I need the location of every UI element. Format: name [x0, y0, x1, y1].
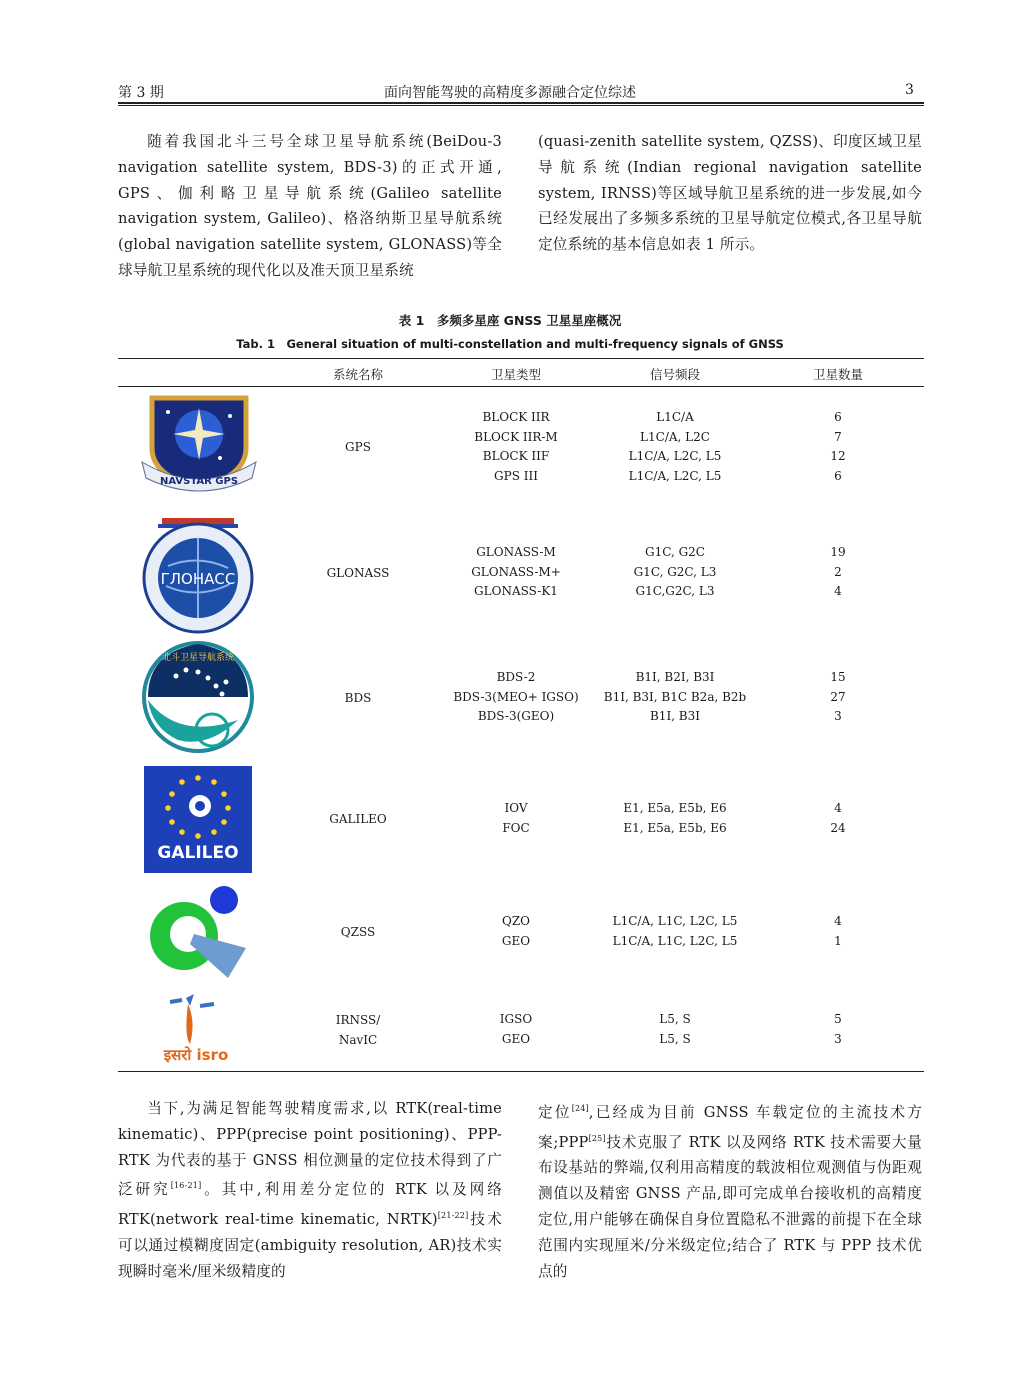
citation[interactable]: [24] [571, 1104, 589, 1113]
row-qzss-counts [808, 912, 868, 951]
gps-logo-text: NAVSTAR GPS [159, 476, 239, 487]
header-rule-thin [118, 105, 924, 106]
sat-type: BDS-2 [496, 670, 536, 684]
signal-band: L5, S [659, 1012, 691, 1026]
col-header-type: 卫星类型 [490, 367, 541, 382]
signal-band: G1C,G2C, L3 [635, 584, 715, 599]
body-right-column [538, 1096, 922, 1284]
sat-type: QZO [501, 914, 530, 928]
row-bds-name [298, 688, 418, 708]
sat-type: BLOCK IIR-M [474, 429, 558, 444]
table-header-rule [118, 386, 924, 387]
body-text: 技术可以通过模糊度固定(ambiguity resolution, AR)技术实现瞬时毫米/厘米级精度的 [118, 1210, 502, 1280]
intro-right-column [538, 129, 922, 258]
sat-count: 24 [830, 820, 846, 835]
body-text: 当下,为满足智能驾驶精度需求,以 RTK(real-time kinematic)、PPP(precise point positioning)、PPP-RTK 为代表的基于 GNSS 相位测量的定位技术得到了广泛研究 [118, 1100, 502, 1199]
header-rule [118, 102, 924, 104]
body-right-paragraph [538, 1096, 922, 1284]
signal-band: L1C/A, L2C, L5 [628, 468, 722, 483]
row-qzss-types [436, 912, 596, 951]
issue-label: 第 3 期 [118, 85, 164, 101]
row-glonass-types [436, 543, 596, 602]
sat-count: 4 [834, 801, 842, 815]
sat-count: 4 [834, 914, 842, 928]
intro-left-column [118, 129, 502, 284]
sat-type: BLOCK IIR [482, 410, 550, 424]
row-gps-counts [808, 408, 868, 486]
galileo-logo-icon [144, 766, 252, 873]
galileo-logo-text: GALILEO [157, 843, 239, 863]
sat-type: GPS III [494, 468, 538, 483]
row-irnss-name [298, 1010, 418, 1050]
system-name: GALILEO [329, 812, 387, 826]
table-caption-cn: 表 1 多频多星座 GNSS 卫星星座概况 [398, 313, 622, 328]
row-glonass-name [298, 563, 418, 583]
isro-logo-text: इसरो isro [163, 1046, 229, 1064]
sat-type: FOC [502, 820, 530, 835]
sat-count: 3 [834, 709, 842, 724]
intro-left-text: 随着我国北斗三号全球卫星导航系统(BeiDou-3 navigation satellite system, BDS-3)的正式开通, GPS、伽利略卫星导航系统(Galileo satellite navigation system, Galileo)、格洛纳斯卫星导航系统(global navigation satellite system, GLONASS)等全球导航卫星系统的现代化以及准天顶卫星系统 [118, 133, 502, 279]
signal-band: E1, E5a, E5b, E6 [623, 820, 727, 835]
sat-count: 6 [834, 410, 842, 424]
sat-count: 12 [830, 449, 846, 464]
sat-type: GLONASS-M+ [471, 564, 561, 579]
table-bottom-rule [118, 1071, 924, 1072]
signal-band: L1C/A, L2C [640, 429, 710, 444]
citation[interactable]: [16-21] [170, 1181, 202, 1191]
col-header-count: 卫星数量 [812, 367, 863, 382]
row-galileo-counts [808, 799, 868, 838]
signal-band: B1I, B3I, B1C B2a, B2b [603, 689, 747, 704]
row-bds-counts [808, 668, 868, 727]
signal-band: L1C/A, L1C, L2C, L5 [612, 914, 738, 928]
sat-count: 4 [834, 584, 842, 599]
sat-count: 19 [830, 545, 846, 559]
signal-band: B1I, B3I [649, 709, 700, 724]
glonass-logo-text: ГЛОНАСС [160, 570, 236, 588]
row-qzss-name [298, 922, 418, 942]
sat-type: GLONASS-M [476, 545, 556, 559]
sat-type: BDS-3(GEO) [477, 709, 555, 724]
signal-band: L1C/A [656, 410, 694, 424]
col-header-band: 信号频段 [649, 367, 700, 382]
body-text: ,已经成为目前 GNSS 车载定位的主流技术方案;PPP [538, 1103, 922, 1151]
sat-count: 6 [834, 468, 842, 483]
system-name: QZSS [340, 925, 376, 939]
sat-type: IOV [504, 801, 528, 815]
sat-count: 1 [834, 933, 842, 948]
page-number: 3 [905, 82, 914, 98]
row-gps-types [436, 408, 596, 486]
row-bds-types [436, 668, 596, 727]
signal-band: L1C/A, L1C, L2C, L5 [612, 933, 738, 948]
row-gps-bands [590, 408, 760, 486]
row-irnss-bands [590, 1010, 760, 1049]
sat-count: 7 [834, 429, 842, 444]
body-left-column [118, 1096, 502, 1284]
citation[interactable]: [21-22] [437, 1211, 469, 1221]
gps-logo-icon [138, 392, 260, 492]
signal-band: L1C/A, L2C, L5 [628, 449, 722, 464]
table-caption-en: Tab. 1 General situation of multi-constellation and multi-frequency signals of GNSS [236, 337, 784, 351]
body-left-paragraph [118, 1096, 502, 1284]
isro-logo-icon [140, 992, 252, 1066]
sat-count: 5 [834, 1012, 842, 1026]
system-name: GLONASS [326, 566, 390, 580]
table-top-rule [118, 358, 924, 359]
qzss-logo-icon [146, 886, 250, 978]
row-irnss-types [436, 1010, 596, 1049]
body-text: 技术克服了 RTK 以及网络 RTK 技术需要大量布设基站的弊端,仅利用高精度的载波相位观测值与伪距观测值以及精密 GNSS 产品,即可完成单台接收机的高精度定位,用户能够在确保自身位置隐私不泄露的前提下在全球范围内实现厘米/分米级定位;结合了 RTK 与 PPP 技术优点的 [538, 1133, 922, 1280]
col-header-system: 系统名称 [332, 367, 383, 382]
sat-count: 27 [830, 689, 846, 704]
sat-type: BLOCK IIF [482, 449, 550, 464]
citation[interactable]: [25] [588, 1133, 606, 1143]
bds-logo-icon [138, 640, 258, 754]
row-glonass-counts [808, 543, 868, 602]
row-irnss-counts [808, 1010, 868, 1049]
sat-type: BDS-3(MEO+ IGSO) [453, 689, 579, 704]
row-galileo-bands [590, 799, 760, 838]
row-glonass-bands [590, 543, 760, 602]
system-name: IRNSS/ [335, 1013, 381, 1027]
row-galileo-types [436, 799, 596, 838]
sat-type: GEO [501, 933, 531, 948]
glonass-logo-icon [138, 516, 258, 634]
row-bds-bands [590, 668, 760, 727]
sat-type: GLONASS-K1 [474, 584, 558, 599]
signal-band: B1I, B2I, B3I [635, 670, 715, 684]
row-qzss-bands [590, 912, 760, 951]
sat-count: 2 [834, 564, 842, 579]
sat-count: 15 [830, 670, 846, 684]
body-text: 。其中,利用差分定位的 RTK 以及网络 RTK(network real-time kinematic, NRTK) [118, 1181, 502, 1228]
bds-logo-text: 北斗卫星导航系统 [161, 653, 235, 663]
signal-band: L5, S [659, 1031, 691, 1046]
body-text: 定位 [538, 1103, 572, 1121]
sat-count: 3 [834, 1031, 842, 1046]
sat-type: IGSO [499, 1012, 533, 1026]
sat-type: GEO [501, 1031, 531, 1046]
system-name: NavIC [338, 1033, 378, 1047]
signal-band: G1C, G2C [644, 545, 705, 559]
system-name: BDS [344, 691, 372, 705]
running-title: 面向智能驾驶的高精度多源融合定位综述 [384, 85, 636, 101]
system-name: GPS [345, 440, 371, 454]
signal-band: G1C, G2C, L3 [633, 564, 717, 579]
intro-right-text: (quasi-zenith satellite system, QZSS)、印度区域卫星导航系统(Indian regional navigation satellite system, IRNSS)等区域导航卫星系统的进一步发展,如今已经发展出了多频多系统的卫星导航定位模式,各卫星导航定位系统的基本信息如表 1 所示。 [538, 133, 922, 254]
signal-band: E1, E5a, E5b, E6 [623, 801, 727, 815]
row-gps-name [298, 437, 418, 457]
row-galileo-name [298, 809, 418, 829]
